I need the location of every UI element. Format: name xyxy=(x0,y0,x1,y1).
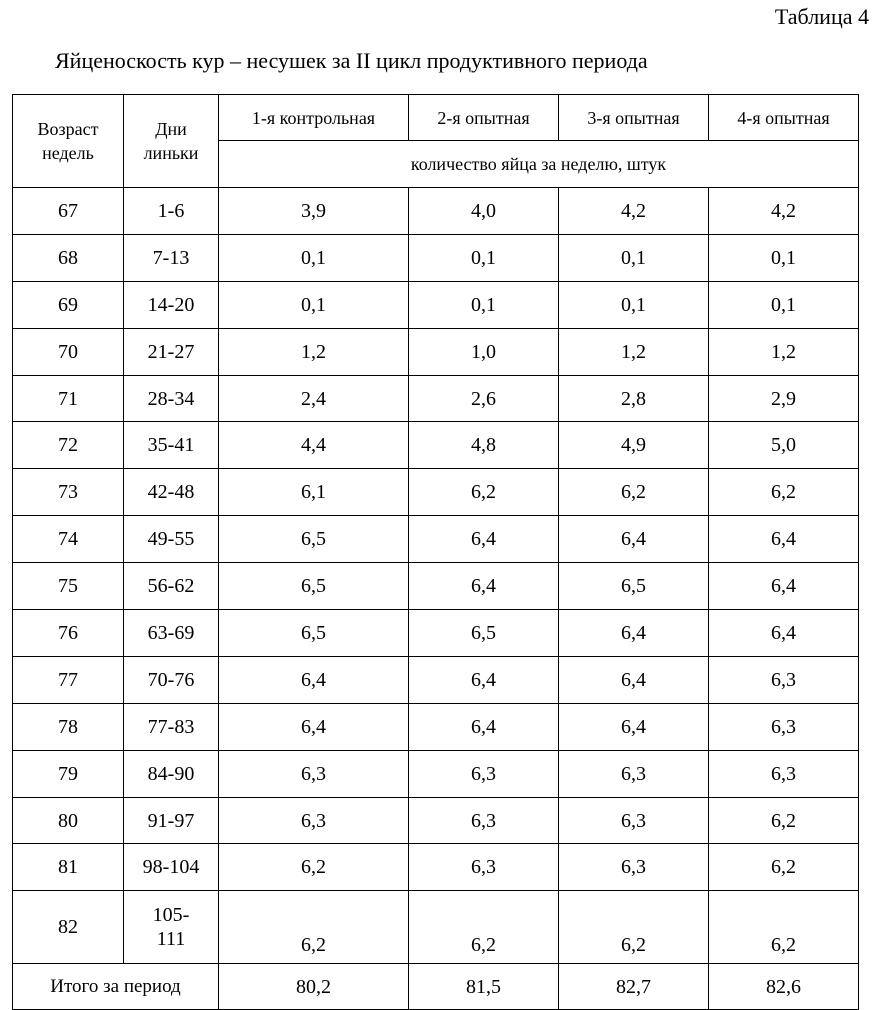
table-row xyxy=(13,188,859,235)
value-cell-group-1: 4,4 xyxy=(219,422,409,469)
value-cell-group-3: 6,5 xyxy=(559,563,709,610)
value-cell-group-3: 1,2 xyxy=(559,328,709,375)
total-value-group-1: 80,2 xyxy=(219,964,409,1010)
value-cell-group-2: 6,5 xyxy=(409,610,559,657)
table-number-label: Таблица 4 xyxy=(774,4,869,29)
days-cell xyxy=(124,891,219,964)
value-cell-group-3: 6,4 xyxy=(559,656,709,703)
header-group-4: 4-я опытная xyxy=(709,95,859,141)
header-age-line1: Возраст xyxy=(37,119,99,139)
days-cell: 98-104 xyxy=(124,844,219,891)
age-cell: 71 xyxy=(13,375,124,422)
days-cell: 84-90 xyxy=(124,750,219,797)
days-cell: 63-69 xyxy=(124,610,219,657)
age-cell: 82 xyxy=(13,891,124,964)
age-cell: 74 xyxy=(13,516,124,563)
value-cell-group-4: 6,4 xyxy=(709,516,859,563)
header-group-2: 2-я опытная xyxy=(409,95,559,141)
value-cell-group-4: 2,9 xyxy=(709,375,859,422)
value-cell-group-3: 0,1 xyxy=(559,234,709,281)
age-cell: 70 xyxy=(13,328,124,375)
value-cell-group-2: 6,2 xyxy=(409,469,559,516)
age-cell: 80 xyxy=(13,797,124,844)
value-cell-group-4: 0,1 xyxy=(709,281,859,328)
days-cell: 14-20 xyxy=(124,281,219,328)
value-cell-group-3: 4,9 xyxy=(559,422,709,469)
value-cell-group-2: 0,1 xyxy=(409,234,559,281)
value-cell-group-3: 6,2 xyxy=(559,469,709,516)
value-cell-group-4: 6,2 xyxy=(709,797,859,844)
table-row xyxy=(13,516,859,563)
value-cell-group-3: 6,4 xyxy=(559,703,709,750)
value-cell-group-4: 4,2 xyxy=(709,188,859,235)
value-cell-group-2: 6,4 xyxy=(409,516,559,563)
total-row xyxy=(13,964,859,1010)
header-days-line2: линьки xyxy=(143,143,199,163)
days-cell: 91-97 xyxy=(124,797,219,844)
value-cell-group-2: 6,2 xyxy=(409,891,559,964)
value-cell-group-3: 6,3 xyxy=(559,844,709,891)
header-age-line2: недель xyxy=(42,143,94,163)
table-row xyxy=(13,610,859,657)
days-cell-line2: 111 xyxy=(156,928,186,951)
table-row xyxy=(13,844,859,891)
age-cell: 72 xyxy=(13,422,124,469)
total-value-group-3: 82,7 xyxy=(559,964,709,1010)
value-cell-group-1: 6,3 xyxy=(219,750,409,797)
header-group-1: 1-я контрольная xyxy=(219,95,409,141)
age-cell: 76 xyxy=(13,610,124,657)
value-cell-group-4: 6,2 xyxy=(709,891,859,964)
table-row xyxy=(13,656,859,703)
value-cell-group-3: 4,2 xyxy=(559,188,709,235)
table-row xyxy=(13,891,859,964)
total-value-group-4: 82,6 xyxy=(709,964,859,1010)
value-cell-group-1: 0,1 xyxy=(219,234,409,281)
value-cell-group-2: 2,6 xyxy=(409,375,559,422)
age-cell: 78 xyxy=(13,703,124,750)
value-cell-group-1: 6,4 xyxy=(219,703,409,750)
value-cell-group-4: 6,3 xyxy=(709,750,859,797)
total-label: Итого за период xyxy=(13,964,219,1010)
age-cell: 81 xyxy=(13,844,124,891)
value-cell-group-3: 6,2 xyxy=(559,891,709,964)
header-days-line1: Дни xyxy=(155,119,187,139)
value-cell-group-1: 6,4 xyxy=(219,656,409,703)
value-cell-group-4: 6,2 xyxy=(709,844,859,891)
days-cell: 42-48 xyxy=(124,469,219,516)
value-cell-group-2: 6,4 xyxy=(409,563,559,610)
age-cell: 75 xyxy=(13,563,124,610)
value-cell-group-1: 6,2 xyxy=(219,844,409,891)
value-cell-group-4: 6,3 xyxy=(709,703,859,750)
table-row xyxy=(13,750,859,797)
value-cell-group-1: 6,5 xyxy=(219,563,409,610)
age-cell: 67 xyxy=(13,188,124,235)
value-cell-group-1: 6,5 xyxy=(219,610,409,657)
table-row xyxy=(13,422,859,469)
value-cell-group-2: 6,4 xyxy=(409,656,559,703)
table-row xyxy=(13,375,859,422)
table-row xyxy=(13,703,859,750)
value-cell-group-3: 6,4 xyxy=(559,610,709,657)
age-cell: 69 xyxy=(13,281,124,328)
value-cell-group-4: 1,2 xyxy=(709,328,859,375)
value-cell-group-2: 0,1 xyxy=(409,281,559,328)
value-cell-group-2: 1,0 xyxy=(409,328,559,375)
header-days xyxy=(124,95,219,188)
value-cell-group-1: 6,3 xyxy=(219,797,409,844)
table-row xyxy=(13,797,859,844)
age-cell: 79 xyxy=(13,750,124,797)
header-group-3: 3-я опытная xyxy=(559,95,709,141)
table-row xyxy=(13,234,859,281)
days-cell: 21-27 xyxy=(124,328,219,375)
egg-production-table xyxy=(12,94,859,1010)
value-cell-group-1: 0,1 xyxy=(219,281,409,328)
value-cell-group-4: 6,4 xyxy=(709,610,859,657)
value-cell-group-2: 4,8 xyxy=(409,422,559,469)
value-cell-group-2: 6,3 xyxy=(409,844,559,891)
value-cell-group-1: 1,2 xyxy=(219,328,409,375)
value-cell-group-3: 2,8 xyxy=(559,375,709,422)
value-cell-group-4: 6,4 xyxy=(709,563,859,610)
value-cell-group-1: 6,5 xyxy=(219,516,409,563)
age-cell: 77 xyxy=(13,656,124,703)
table-row xyxy=(13,281,859,328)
total-value-group-2: 81,5 xyxy=(409,964,559,1010)
value-cell-group-3: 6,4 xyxy=(559,516,709,563)
days-cell: 35-41 xyxy=(124,422,219,469)
days-cell: 28-34 xyxy=(124,375,219,422)
value-cell-group-1: 6,2 xyxy=(219,891,409,964)
age-cell: 68 xyxy=(13,234,124,281)
value-cell-group-4: 6,3 xyxy=(709,656,859,703)
days-cell: 7-13 xyxy=(124,234,219,281)
header-unit: количество яйца за неделю, штук xyxy=(219,141,859,188)
days-cell-line1: 105- xyxy=(152,904,190,927)
table-row xyxy=(13,563,859,610)
value-cell-group-2: 6,3 xyxy=(409,750,559,797)
value-cell-group-3: 6,3 xyxy=(559,750,709,797)
days-cell: 1-6 xyxy=(124,188,219,235)
header-age xyxy=(13,95,124,188)
value-cell-group-2: 6,4 xyxy=(409,703,559,750)
value-cell-group-4: 5,0 xyxy=(709,422,859,469)
value-cell-group-3: 0,1 xyxy=(559,281,709,328)
value-cell-group-4: 6,2 xyxy=(709,469,859,516)
value-cell-group-1: 2,4 xyxy=(219,375,409,422)
days-cell: 49-55 xyxy=(124,516,219,563)
days-cell: 70-76 xyxy=(124,656,219,703)
value-cell-group-4: 0,1 xyxy=(709,234,859,281)
value-cell-group-2: 6,3 xyxy=(409,797,559,844)
table-row xyxy=(13,469,859,516)
days-cell: 77-83 xyxy=(124,703,219,750)
value-cell-group-1: 6,1 xyxy=(219,469,409,516)
document-title: Яйценоскость кур – несушек за II цикл продуктивного периода xyxy=(55,48,648,73)
age-cell: 73 xyxy=(13,469,124,516)
value-cell-group-3: 6,3 xyxy=(559,797,709,844)
days-cell: 56-62 xyxy=(124,563,219,610)
value-cell-group-2: 4,0 xyxy=(409,188,559,235)
header-row xyxy=(13,95,859,141)
table-row xyxy=(13,328,859,375)
value-cell-group-1: 3,9 xyxy=(219,188,409,235)
